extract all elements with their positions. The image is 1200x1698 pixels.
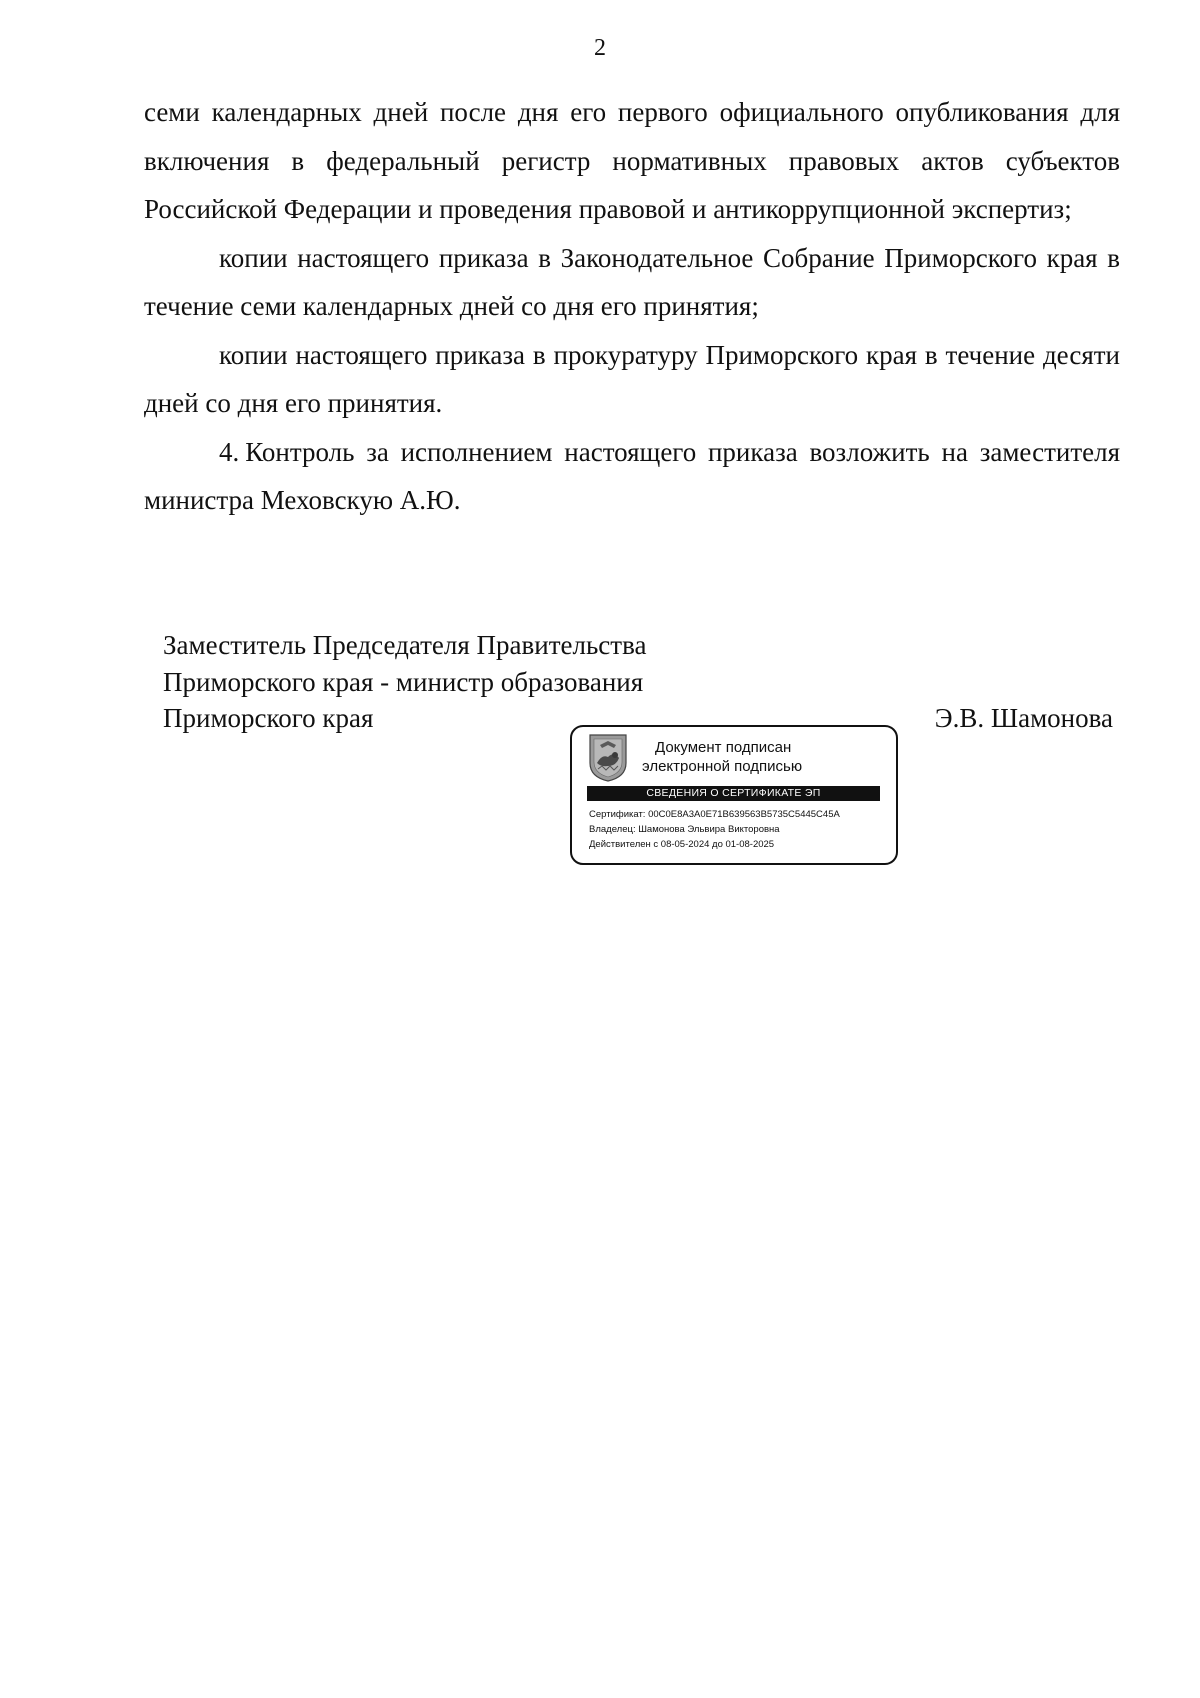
paragraph-1: семи календарных дней после дня его первого официального опубликования для включения в федеральный регистр нормативных правовых актов субъектов Российской Федерации и проведения правовой и антикоррупционной экспертиз; bbox=[144, 97, 1120, 224]
paragraph-3: копии настоящего приказа в прокуратуру Приморского края в течение десяти дней со дня его принятия. bbox=[144, 339, 1120, 418]
coat-of-arms-icon bbox=[588, 733, 628, 783]
stamp-section-header: СВЕДЕНИЯ О СЕРТИФИКАТЕ ЭП bbox=[587, 786, 880, 801]
signer-position-line-3: Приморского края bbox=[163, 703, 374, 733]
signer-position-line-2: Приморского края - министр образования bbox=[163, 666, 644, 697]
e-signature-stamp bbox=[570, 725, 898, 865]
paragraph-4 bbox=[144, 428, 1120, 525]
paragraph-4-text: Контроль за исполнением настоящего приказа возложить на заместителя министра Меховскую А.Ю. bbox=[144, 436, 1120, 515]
signer-name: Э.В. Шамонова bbox=[934, 703, 1113, 733]
page-number: 2 bbox=[594, 35, 606, 61]
stamp-certificate-details bbox=[589, 807, 840, 852]
signer-position bbox=[163, 627, 646, 737]
document-body bbox=[144, 88, 1120, 525]
stamp-owner: Владелец: Шамонова Эльвира Викторовна bbox=[589, 824, 780, 835]
paragraph-4-number: 4. bbox=[219, 436, 240, 467]
paragraph-2: копии настоящего приказа в Законодательное Собрание Приморского края в течение семи календарных дней со дня его принятия; bbox=[144, 242, 1120, 321]
stamp-certificate: Сертификат: 00C0E8A3A0E71B639563B5735C5445C45A bbox=[589, 809, 840, 820]
signer-position-line-1: Заместитель Председателя Правительства bbox=[163, 630, 647, 660]
stamp-title-line-2: электронной подписью bbox=[642, 758, 803, 775]
stamp-title-line-1: Документ подписан bbox=[655, 739, 792, 756]
stamp-validity: Действителен с 08-05-2024 до 01-08-2025 bbox=[589, 839, 775, 850]
stamp-title bbox=[642, 738, 802, 776]
